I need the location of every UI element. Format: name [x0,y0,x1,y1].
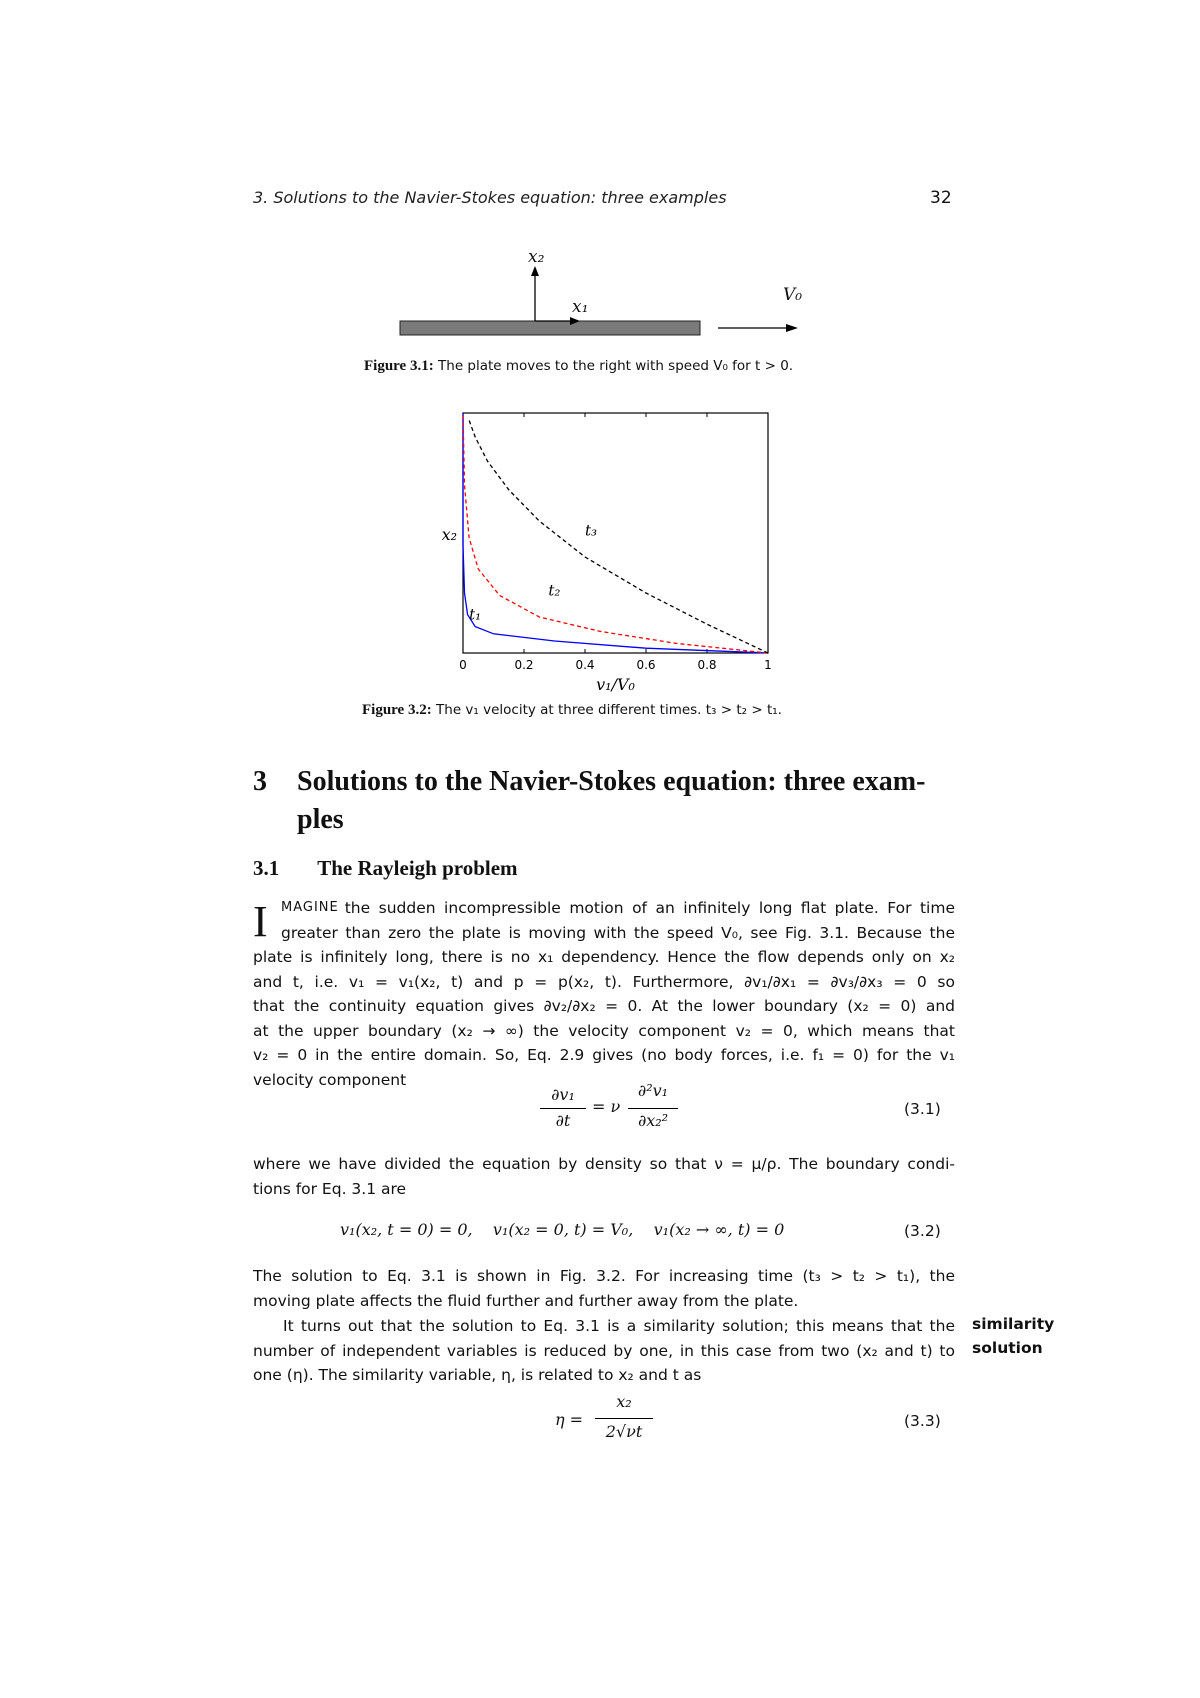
text-line: It turns out that the solution to Eq. 3.1 is a similarity solution; this means that the [283,1317,955,1335]
paragraph-1 [253,896,955,1092]
figure-3-2-caption-text: The v₁ velocity at three different times. t₃ > t₂ > t₁. [436,702,782,718]
figure-3-2 [420,405,790,705]
paragraph-3 [253,1264,955,1313]
paragraph-1-line-2 [253,921,955,946]
smallcaps-word: MAGINE [281,900,339,915]
eq31-lhs-bar [540,1108,586,1109]
paragraph-1-line-5 [253,994,955,1019]
paragraph-4 [253,1314,955,1388]
paragraph-3-line-2 [253,1289,955,1314]
x2-arrowhead [531,266,539,276]
margin-note-line-2: solution [972,1339,1043,1357]
text-line: The solution to Eq. 3.1 is shown in Fig. 3.2. For increasing time (t₃ > t₂ > t₁), the [253,1267,955,1285]
text-line: the sudden incompressible motion of an infinitely long flat plate. For time [344,899,955,917]
margin-note-line-1: similarity [972,1315,1055,1333]
text-line: greater than zero the plate is moving with the speed V₀, see Fig. 3.1. Because the [281,923,955,942]
plate-diagram [390,240,810,350]
subsection-number: 3.1 [253,856,280,880]
text-line: one (η). The similarity variable, η, is related to x₂ and t as [253,1366,702,1384]
text-line: and t, i.e. v₁ = v₁(x₂, t) and p = p(x₂, t). Furthermore, ∂v₁/∂x₁ = ∂v₃/∂x₃ = 0 so [253,972,955,991]
paragraph-2-line-1 [253,1152,955,1177]
x-tick-label: 0.6 [636,658,656,672]
paragraph-4-line-1 [253,1314,955,1339]
subsection-title: The Rayleigh problem [317,856,518,880]
section-title-wrap [297,763,952,839]
plot-frame [463,413,768,653]
x-tick-label: 0.8 [697,658,717,672]
margin-note [972,1312,1054,1360]
velocity-profile-chart [420,405,790,705]
paragraph-1-line-6 [253,1019,955,1044]
paragraph-4-line-3 [253,1363,955,1388]
text-line: velocity component [253,1070,407,1089]
text-line: tions for Eq. 3.1 are [253,1179,407,1198]
equation-3-2: v₁(x₂, t = 0) = 0, v₁(x₂ = 0, t) = V₀, v₁(x₂ → ∞, t) = 0 [340,1220,785,1239]
x-tick-label: 0.2 [514,658,534,672]
text-line: where we have divided the equation by density so that ν = μ/ρ. The boundary condi- [253,1155,955,1173]
drop-cap: I [253,897,268,946]
section-number: 3 [253,766,267,797]
text-line: number of independent variables is reduced by one, in this case from two (x₂ and t) to [253,1341,955,1360]
page-number: 32 [930,188,952,208]
text-line: plate is infinitely long, there is no x₁ dependency. Hence the flow depends only on x₂ [253,948,955,966]
paragraph-1-line-4 [253,970,955,995]
eq31-rhs-denominator: ∂x₂² [637,1111,669,1130]
figure-3-1 [390,240,810,350]
series-line-2 [463,413,768,653]
figure-3-1-caption-label: Figure 3.1: [364,358,434,374]
eq33-bar [595,1418,653,1419]
eq33-lhs: η = [555,1410,584,1429]
paragraph-3-line-1 [253,1264,955,1289]
text-line: v₂ = 0 in the entire domain. So, Eq. 2.9 gives (no body forces, i.e. f₁ = 0) for the v₁ [253,1046,955,1064]
fig31-label-v0: V₀ [783,285,803,305]
velocity-arrowhead [786,324,798,332]
x-tick-label: 0.4 [575,658,595,672]
plate [400,321,700,335]
series-line-3 [469,420,768,653]
y-axis-label: x₂ [441,525,457,545]
section-title-cont: ples [297,804,344,835]
eq31-lhs-denominator: ∂t [555,1111,571,1130]
eq31-rhs-bar [628,1108,678,1109]
equation-3-2-number: (3.2) [904,1222,941,1240]
eq33-numerator: x₂ [616,1392,632,1411]
paragraph-1-line-7 [253,1043,955,1068]
running-head: 3. Solutions to the Navier-Stokes equation: three examples [253,188,727,207]
text-line: that the continuity equation gives ∂v₂/∂x₂ = 0. At the lower boundary (x₂ = 0) and [253,997,955,1015]
eq31-equals-nu: = ν [592,1097,621,1116]
equation-3-1-number: (3.1) [904,1100,941,1118]
text-line: moving plate affects the fluid further and further away from the plate. [253,1291,799,1310]
paragraph-1-line-3 [253,945,955,970]
eq31-rhs-numerator: ∂²v₁ [637,1081,669,1100]
x-axis-label: v₁/V₀ [596,675,635,694]
eq31-lhs-numerator: ∂v₁ [551,1085,575,1104]
section-title: Solutions to the Navier-Stokes equation: three exam- [297,766,926,797]
eq33-denominator: 2√νt [605,1422,643,1441]
fig31-label-x1: x₁ [572,297,589,317]
figure-3-1-caption [364,358,793,375]
x-tick-label: 1 [764,658,772,672]
x-tick-label: 0 [459,658,467,672]
figure-3-2-caption-label: Figure 3.2: [362,702,432,718]
figure-3-2-caption [362,702,782,719]
series-line-1 [463,413,768,653]
fig31-label-x2: x₂ [528,247,545,267]
subsection-heading [253,856,518,881]
series-annotation-3: t₃ [585,521,598,540]
equation-3-1 [540,1081,840,1145]
series-annotation-1: t₁ [469,605,482,624]
paragraph-4-line-2 [253,1339,955,1364]
equation-3-3 [555,1392,675,1456]
paragraph-2-line-2 [253,1177,955,1202]
figure-3-1-caption-text: The plate moves to the right with speed V₀ for t > 0. [438,358,794,374]
series-annotation-2: t₂ [548,581,561,600]
text-line: at the upper boundary (x₂ → ∞) the velocity component v₂ = 0, which means that [253,1021,955,1040]
equation-3-3-number: (3.3) [904,1412,941,1430]
paragraph-2 [253,1152,955,1201]
paragraph-1-line-1 [253,896,955,921]
